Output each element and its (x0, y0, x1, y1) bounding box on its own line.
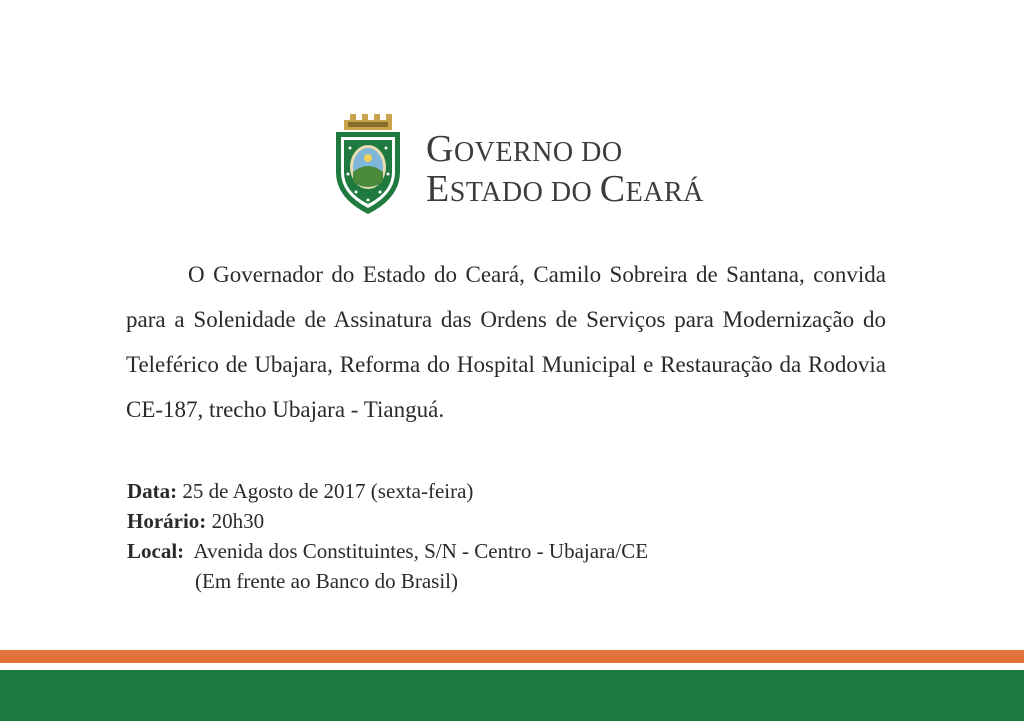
location-row (127, 536, 648, 566)
date-label: Data: (127, 479, 178, 503)
title-line-2: ESTADO DO CEARÁ (426, 168, 704, 210)
title-line-1: GOVERNO DO (426, 128, 623, 170)
date-value: 25 de Agosto de 2017 (sexta-feira) (177, 479, 474, 503)
date-row (127, 476, 648, 506)
time-row (127, 506, 648, 536)
time-value: 20h30 (206, 509, 265, 533)
invitation-text: O Governador do Estado do Ceará, Camilo Sobreira de Santana, convida para a Solenidade de Assinatura das Ordens de Serviços para Modernização do Teleférico de Ubajara, Reforma do Hospital Municipal e Restauração da Rodovia CE-187, trecho Ubajara - Tianguá. (126, 262, 886, 422)
government-title (426, 130, 704, 208)
event-details (127, 476, 648, 596)
coat-of-arms-icon (330, 112, 406, 216)
government-logo (330, 112, 710, 222)
time-label: Horário: (127, 509, 207, 533)
location-note: (Em frente ao Banco do Brasil) (195, 569, 458, 593)
green-stripe (0, 670, 1024, 721)
location-value: Avenida dos Constituintes, S/N - Centro - Ubajara/CE (184, 539, 649, 563)
location-label: Local: (127, 539, 185, 563)
orange-stripe (0, 650, 1024, 663)
